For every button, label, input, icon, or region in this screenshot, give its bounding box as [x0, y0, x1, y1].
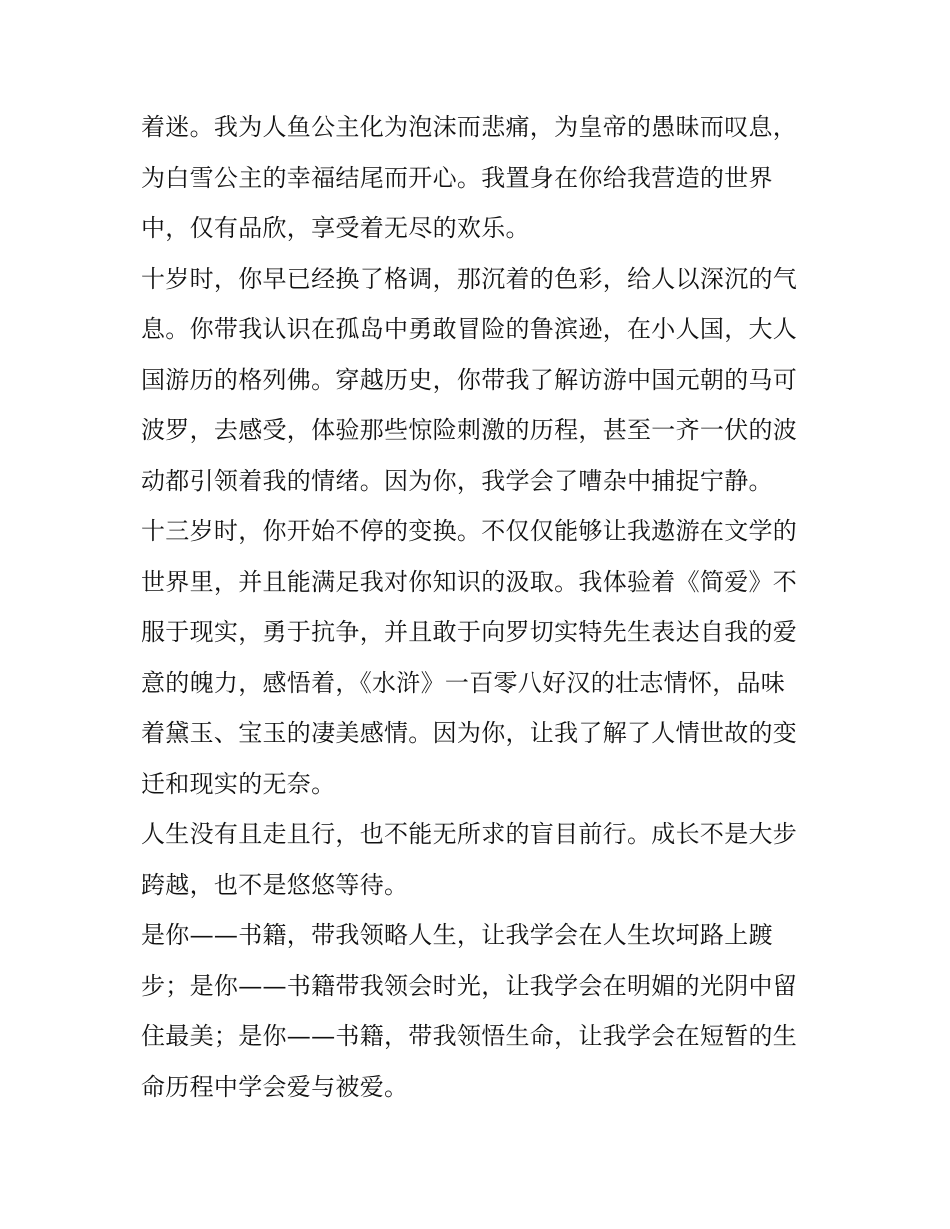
text-line: 服于现实，勇于抗争，并且敢于向罗切实特先生表达自我的爱: [141, 618, 798, 646]
paragraph-5: [141, 910, 817, 1112]
paragraph-3: [141, 506, 817, 809]
paragraph-2: [141, 254, 817, 507]
body-text: [141, 102, 817, 1112]
text-line: 中，仅有品欣，享受着无尽的欢乐。: [141, 214, 530, 242]
text-line: 十岁时，你早已经换了格调，那沉着的色彩，给人以深沉的气: [141, 264, 798, 293]
text-line: 意的魄力，感悟着，《水浒》一百零八好汉的壮志情怀，品味: [141, 668, 786, 697]
text-line: 住最美；是你——书籍，带我领悟生命，让我学会在短暂的生: [141, 1022, 798, 1050]
text-line: 命历程中学会爱与被爱。: [141, 1072, 409, 1101]
paragraph-4: [141, 809, 817, 910]
text-line: 息。你带我认识在孤岛中勇敢冒险的鲁滨逊，在小人国，大人: [141, 315, 798, 343]
text-line: 迁和现实的无奈。: [141, 769, 336, 798]
text-line: 着黛玉、宝玉的凄美感情。因为你，让我了解了人情世故的变: [141, 719, 798, 747]
text-line: 着迷。我为人鱼公主化为泡沫而悲痛，为皇帝的愚昧而叹息，: [141, 113, 798, 141]
text-line: 为白雪公主的幸福结尾而开心。我置身在你给我营造的世界: [141, 163, 773, 192]
text-line: 世界里，并且能满足我对你知识的汲取。我体验着《简爱》不: [141, 567, 798, 596]
text-line: 动都引领着我的情绪。因为你，我学会了嘈杂中捕捉宁静。: [141, 466, 773, 495]
text-line: 步；是你——书籍带我领会时光，让我学会在明媚的光阴中留: [141, 971, 798, 1000]
text-line: 波罗，去感受，体验那些惊险刺激的历程，甚至一齐一伏的波: [141, 416, 798, 444]
paragraph-1: [141, 102, 817, 254]
text-line: 跨越，也不是悠悠等待。: [141, 870, 409, 899]
text-line: 十三岁时，你开始不停的变换。不仅仅能够让我遨游在文学的: [141, 517, 798, 545]
text-line: 人生没有且走且行，也不能无所求的盲目前行。成长不是大步: [141, 820, 798, 848]
text-line: 是你——书籍，带我领略人生，让我学会在人生坎坷路上踱: [141, 921, 773, 949]
text-line: 国游历的格列佛。穿越历史，你带我了解访游中国元朝的马可: [141, 365, 798, 394]
